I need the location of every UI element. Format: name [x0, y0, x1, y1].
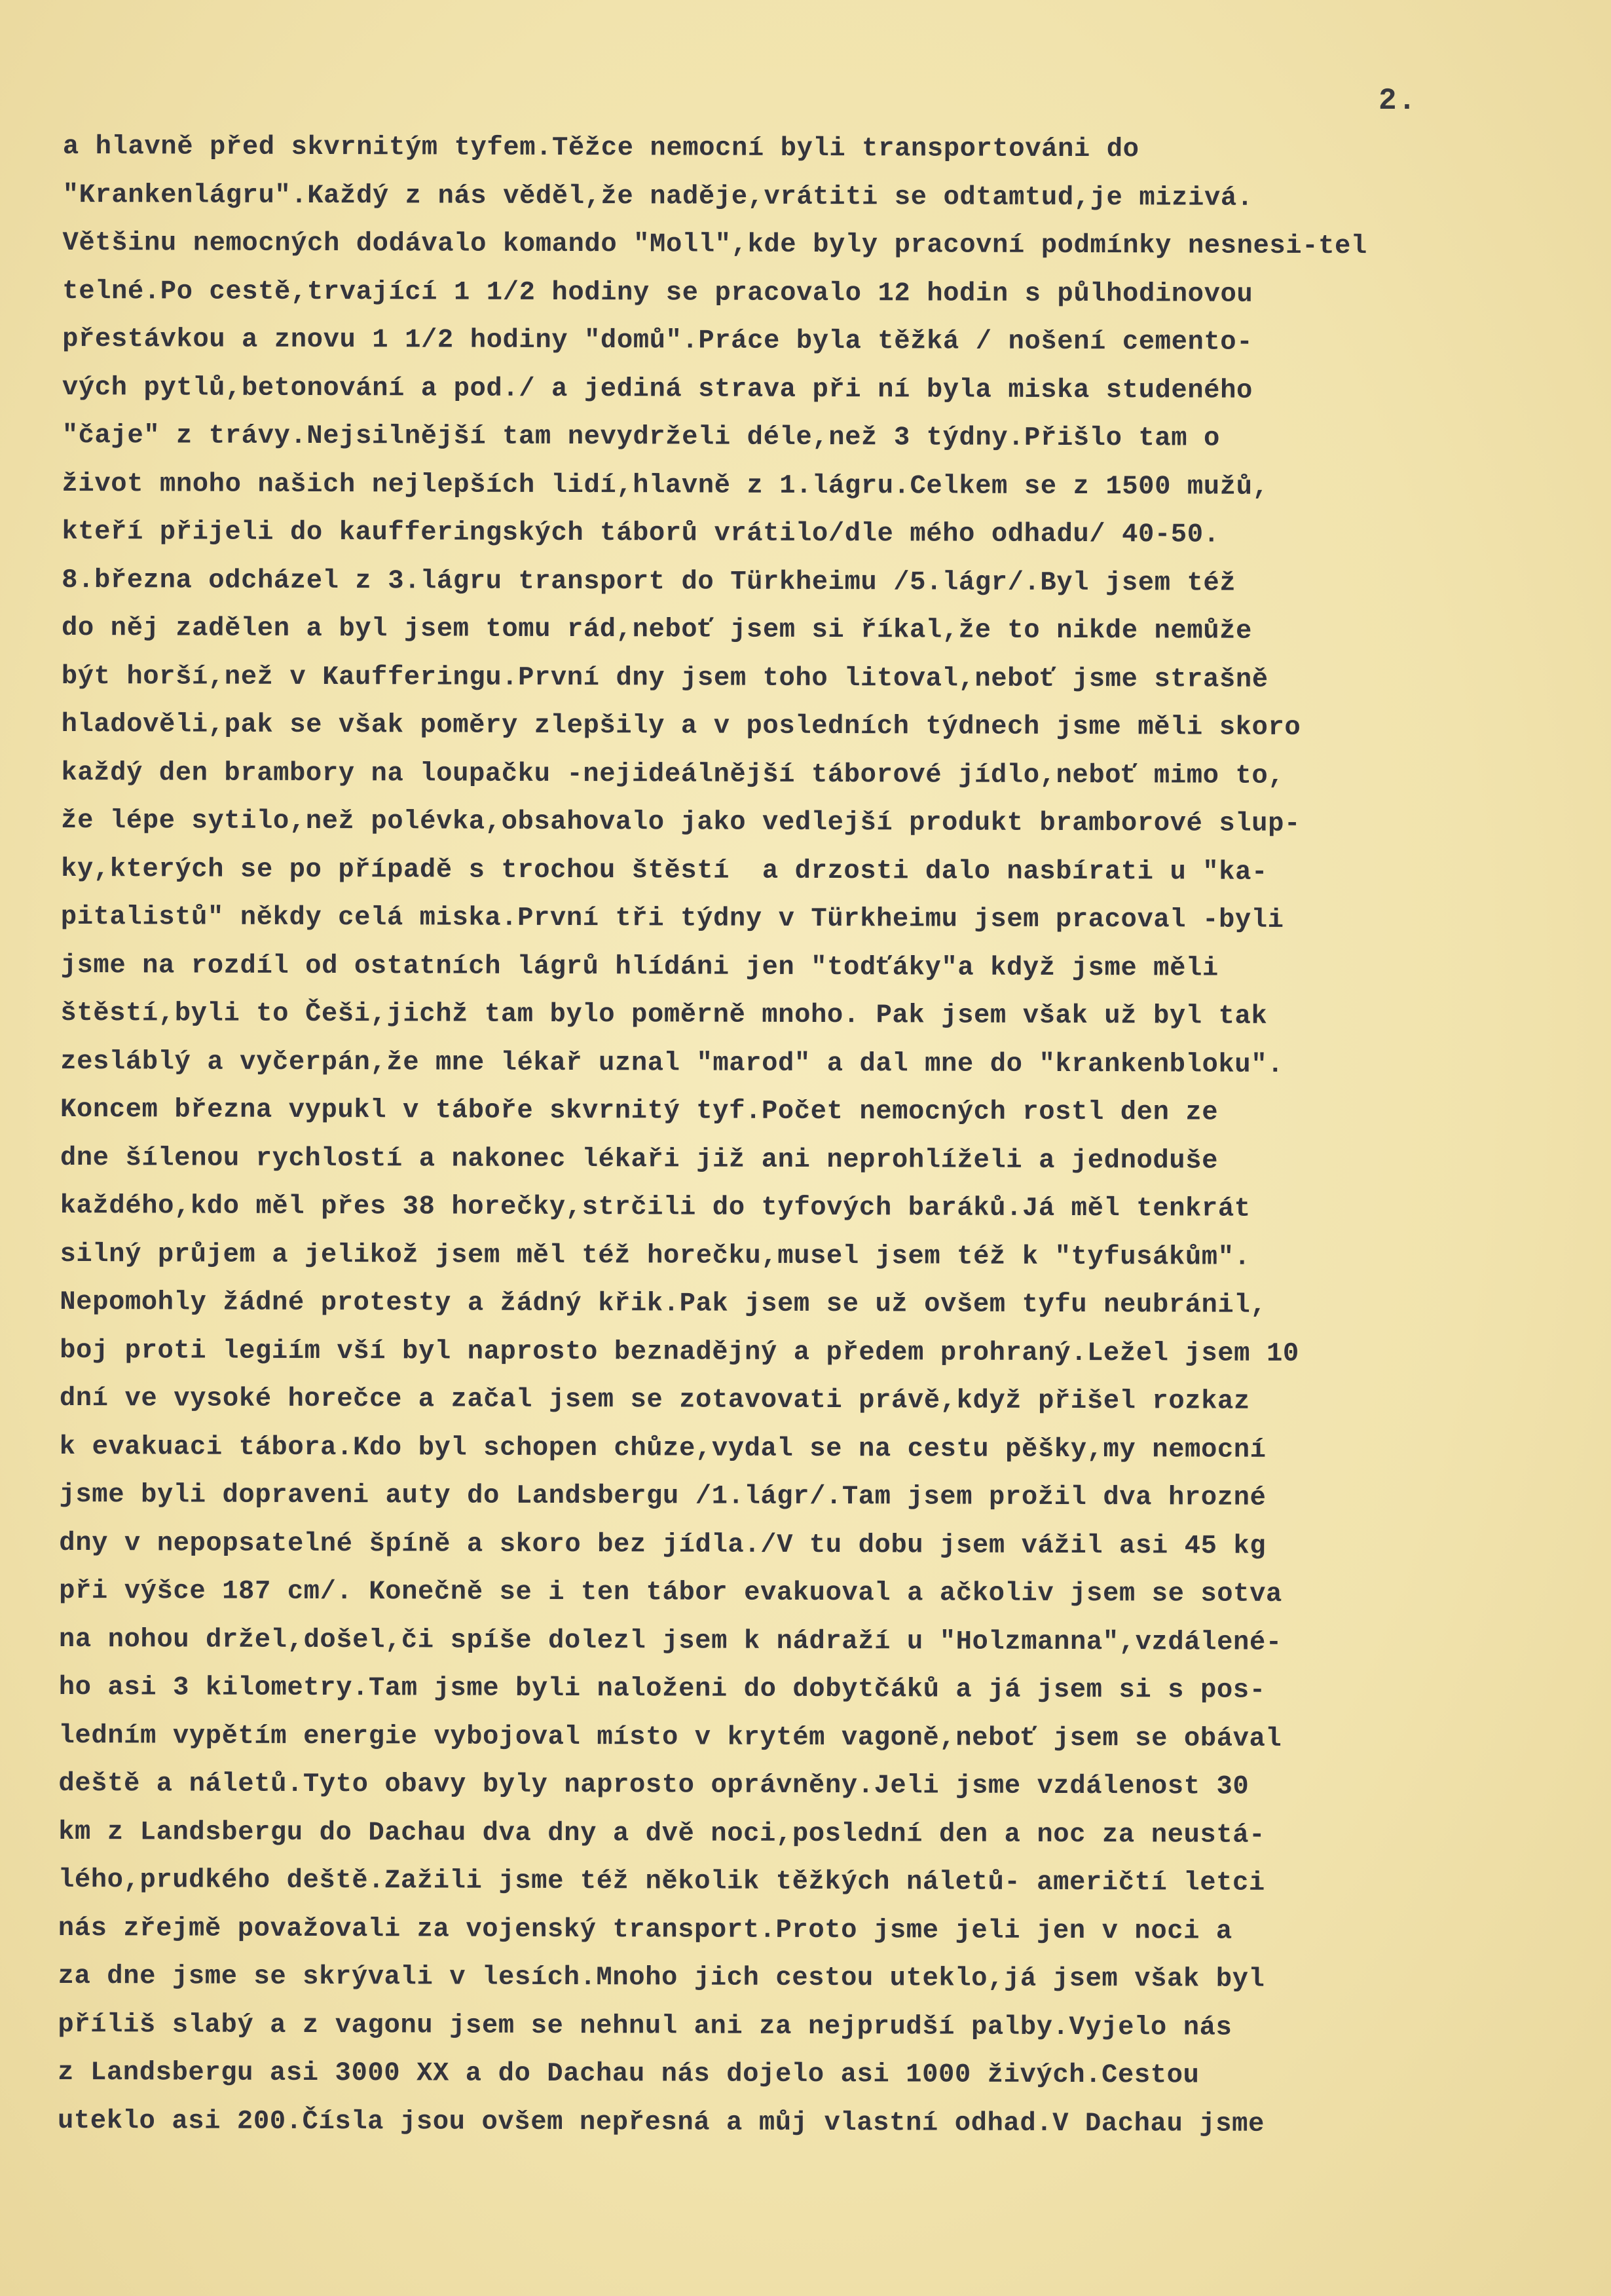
text-line: štěstí,byli to Češi,jichž tam bylo poměrně mnoho. Pak jsem však už byl tak	[60, 998, 1268, 1032]
text-line: uteklo asi 200.Čísla jsou ovšem nepřesná a můj vlastní odhad.V Dachau jsme	[57, 2105, 1265, 2139]
text-line: každý den brambory na loupačku -nejideálnější táborové jídlo,neboť mimo to,	[61, 757, 1285, 791]
text-line: Nepomohly žádné protesty a žádný křik.Pak jsem se už ovšem tyfu neubránil,	[60, 1287, 1267, 1321]
typed-text-body	[58, 123, 1576, 2149]
text-line: život mnoho našich nejlepších lidí,hlavně z 1.lágru.Celkem se z 1500 mužů,	[62, 468, 1269, 502]
text-line: kteří přijeli do kaufferingských táborů vrátilo/dle mého odhadu/ 40-50.	[62, 516, 1220, 550]
page-number: 2.	[1379, 84, 1418, 118]
text-line: Koncem března vypukl v táboře skvrnitý tyf.Počet nemocných rostl den ze	[60, 1094, 1219, 1128]
text-line: Většinu nemocných dodávalo komando "Moll",kde byly pracovní podmínky nesnesi-tel	[62, 227, 1367, 262]
text-line: lého,prudkého deště.Zažili jsme též několik těžkých náletů- američtí letci	[58, 1864, 1265, 1898]
text-line: silný průjem a jelikož jsem měl též horečku,musel jsem též k "tyfusákům".	[60, 1239, 1251, 1273]
text-line: km z Landsbergu do Dachau dva dny a dvě noci,poslední den a noc za neustá-	[58, 1816, 1266, 1851]
text-line: ho asi 3 kilometry.Tam jsme byli naloženi do dobytčáků a já jsem si s pos-	[58, 1672, 1266, 1706]
text-line: vých pytlů,betonování a pod./ a jediná strava při ní byla miska studeného	[62, 372, 1253, 406]
text-line: nás zřejmě považovali za vojenský transport.Proto jsme jeli jen v noci a	[58, 1913, 1232, 1947]
text-line: ky,kterých se po případě s trochou štěstí a drzosti dalo nasbírati u "ka-	[60, 854, 1268, 888]
text-line: každého,kdo měl přes 38 horečky,strčili do tyfových baráků.Já měl tenkrát	[60, 1190, 1251, 1224]
text-line: že lépe sytilo,než polévka,obsahovalo jako vedlejší produkt bramborové slup-	[61, 805, 1301, 839]
text-line: z Landsbergu asi 3000 XX a do Dachau nás dojelo asi 1000 živých.Cestou	[58, 2057, 1200, 2091]
text-line: ledním vypětím energie vybojoval místo v krytém vagoně,neboť jsem se obával	[58, 1720, 1282, 1754]
text-line: na nohou držel,došel,či spíše dolezl jsem k nádraží u "Holzmanna",vzdálené-	[58, 1624, 1282, 1658]
text-line: k evakuaci tábora.Kdo byl schopen chůze,vydal se na cestu pěšky,my nemocní	[59, 1431, 1267, 1465]
text-line: telné.Po cestě,trvající 1 1/2 hodiny se pracovalo 12 hodin s půlhodinovou	[62, 276, 1253, 310]
text-line: deště a náletů.Tyto obavy byly naprosto oprávněny.Jeli jsme vzdálenost 30	[58, 1768, 1250, 1802]
text-line: zesláblý a vyčerpán,že mne lékař uznal "marod" a dal mne do "krankenbloku".	[60, 1046, 1284, 1080]
text-line: do něj zadělen a byl jsem tomu rád,neboť jsem si říkal,že to nikde nemůže	[61, 612, 1253, 647]
text-line: přestávkou a znovu 1 1/2 hodiny "domů".Práce byla těžká / nošení cemento-	[62, 324, 1253, 358]
text-line: dne šílenou rychlostí a nakonec lékaři již ani neprohlíželi a jednoduše	[60, 1142, 1219, 1176]
text-line: dní ve vysoké horečce a začal jsem se zotavovati právě,když přišel rozkaz	[59, 1383, 1250, 1417]
text-line: dny v nepopsatelné špíně a skoro bez jídla./V tu dobu jsem vážil asi 45 kg	[59, 1528, 1267, 1562]
text-line: hladověli,pak se však poměry zlepšily a v posledních týdnech jsme měli skoro	[61, 709, 1301, 743]
text-line: a hlavně před skvrnitým tyfem.Těžce nemocní byli transportováni do	[62, 131, 1139, 165]
text-line: být horší,než v Kaufferingu.První dny jsem toho litoval,neboť jsme strašně	[61, 661, 1268, 695]
text-line: jsme na rozdíl od ostatních lágrů hlídáni jen "todťáky"a když jsme měli	[60, 950, 1219, 984]
text-line: "čaje" z trávy.Nejsilnější tam nevydrželi déle,než 3 týdny.Přišlo tam o	[62, 420, 1220, 454]
text-line: boj proti legiím vší byl naprosto beznadějný a předem prohraný.Ležel jsem 10	[60, 1335, 1299, 1369]
text-line: 8.března odcházel z 3.lágru transport do Türkheimu /5.lágr/.Byl jsem též	[62, 565, 1236, 599]
text-line: při výšce 187 cm/. Konečně se i ten tábor evakuoval a ačkoliv jsem se sotva	[59, 1575, 1282, 1609]
text-line: příliš slabý a z vagonu jsem se nehnul ani za nejprudší palby.Vyjelo nás	[58, 2009, 1232, 2043]
text-line: "Krankenlágru".Každý z nás věděl,že naděje,vrátiti se odtamtud,je mizivá.	[62, 179, 1253, 214]
text-line: pitalistů" někdy celá miska.První tři týdny v Türkheimu jsem pracoval -byli	[60, 901, 1284, 935]
text-line: jsme byli dopraveni auty do Landsbergu /1.lágr/.Tam jsem prožil dva hrozné	[59, 1479, 1267, 1513]
text-line: za dne jsme se skrývali v lesích.Mnoho jich cestou uteklo,já jsem však byl	[58, 1961, 1265, 1995]
